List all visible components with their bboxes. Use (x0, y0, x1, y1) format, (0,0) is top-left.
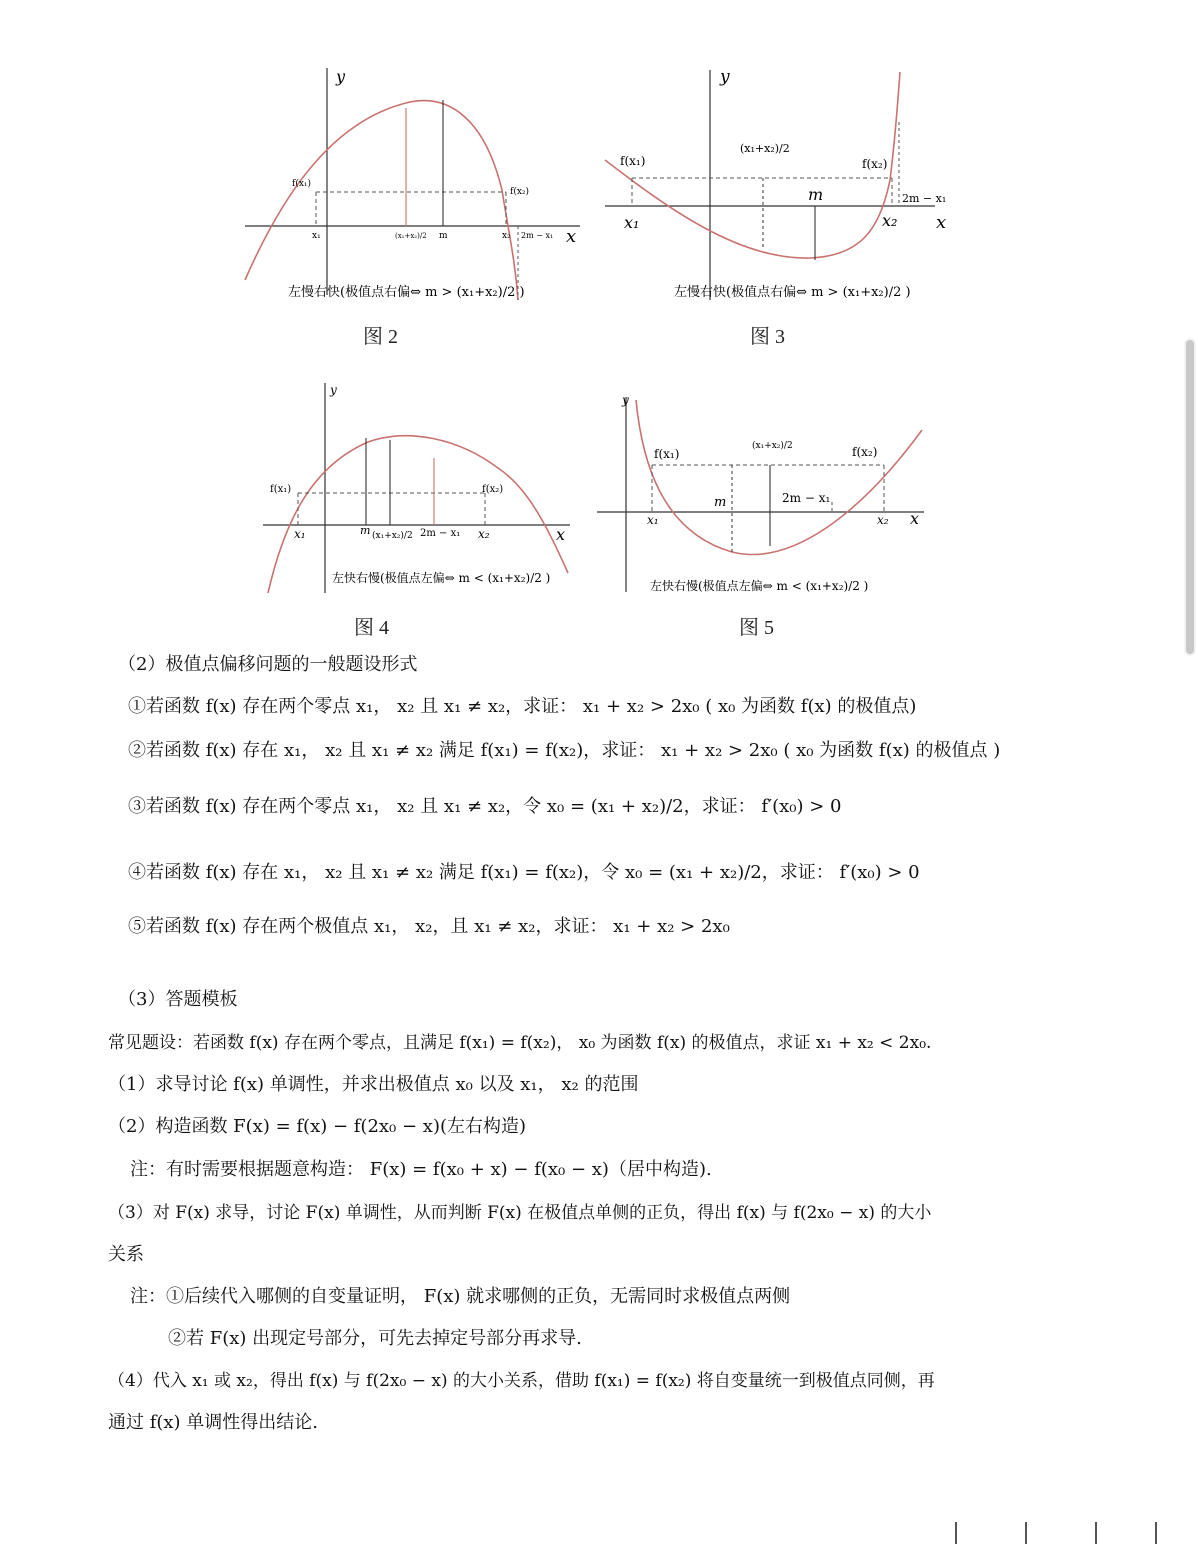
figure-5-graph (592, 392, 932, 602)
y-label: y (336, 67, 346, 86)
figure-5 (592, 392, 932, 602)
fx1-label: f(x₁) (620, 154, 646, 168)
section-3-heading: （3）答题模板 (118, 989, 238, 1010)
figure-3 (600, 60, 950, 310)
y-label: y (720, 67, 730, 87)
x1-label: x₁ (647, 513, 659, 527)
x2-label: x₂ (877, 513, 889, 527)
section-2-item-1: ①若函数 f(x) 存在两个零点 x₁， x₂ 且 x₁ ≠ x₂，求证： x₁ + x₂ > 2x₀ ( x₀ 为函数 f(x) 的极值点) (128, 696, 917, 717)
x-label: x (910, 509, 920, 528)
fx1-label: f(x₁) (270, 484, 292, 495)
scrollbar-thumb[interactable] (1186, 340, 1194, 654)
y-label: y (622, 393, 629, 407)
step-3-note-1: 注：①后续代入哪侧的自变量证明， F(x) 就求哪侧的正负，无需同时求极值点两侧 (130, 1286, 791, 1307)
m2-label: 2m − x₁ (902, 192, 947, 205)
toolbar-divider (1095, 1522, 1097, 1544)
curve (245, 101, 518, 300)
y-label: y (330, 383, 337, 397)
toolbar-divider (1155, 1522, 1157, 1544)
mid-label: (x₁+x₂)/2 (752, 441, 793, 451)
figure-note: 左慢右快(极值点右偏⇔ m > (x₁+x₂)/2 ) (288, 285, 525, 300)
m2-label: 2m − x₁ (420, 528, 461, 539)
x2-label: x₂ (882, 211, 898, 230)
fx2-label: f(x₂) (862, 157, 888, 171)
section-2-item-2: ②若函数 f(x) 存在 x₁， x₂ 且 x₁ ≠ x₂ 满足 f(x₁) = f(x₂)，求证： x₁ + x₂ > 2x₀ ( x₀ 为函数 f(x) 的极值点 ) (128, 740, 1001, 761)
step-4-cont: 通过 f(x) 单调性得出结论. (108, 1412, 319, 1433)
figure-2 (240, 60, 590, 310)
curve (636, 400, 922, 554)
figure-2-graph (240, 60, 590, 310)
m-label: m (360, 524, 371, 537)
toolbar-divider (955, 1522, 957, 1544)
x-label: x (566, 226, 577, 247)
fx2-label: f(x₂) (852, 445, 878, 459)
x1-label: x₁ (294, 527, 306, 541)
section-2-item-5: ⑤若函数 f(x) 存在两个极值点 x₁， x₂，且 x₁ ≠ x₂，求证： x₁ + x₂ > 2x₀ (128, 916, 730, 937)
section-2-item-4: ④若函数 f(x) 存在 x₁， x₂ 且 x₁ ≠ x₂ 满足 f(x₁) = f(x₂)，令 x₀ = (x₁ + x₂)/2，求证： f′(x₀) > 0 (128, 862, 920, 883)
step-2-note: 注：有时需要根据题意构造： F(x) = f(x₀ + x) − f(x₀ − x)（居中构造). (130, 1159, 712, 1180)
m-label: m (439, 231, 448, 241)
m-label: m (714, 495, 727, 510)
figure-3-graph (600, 60, 950, 310)
figure-3-caption: 图 3 (750, 326, 785, 348)
bottom-toolbar (875, 1518, 1175, 1548)
x1-label: x₁ (312, 231, 321, 241)
mid-label: (x₁+x₂)/2 (372, 531, 413, 541)
step-2: （2）构造函数 F(x) = f(x) − f(2x₀ − x)(左右构造) (108, 1116, 527, 1137)
common-setup-line: 常见题设：若函数 f(x) 存在两个零点，且满足 f(x₁) = f(x₂)， x₀ 为函数 f(x) 的极值点，求证 x₁ + x₂ < 2x₀. (108, 1033, 932, 1053)
mid-label: (x₁+x₂)/2 (395, 232, 427, 240)
step-4: （4）代入 x₁ 或 x₂，得出 f(x) 与 f(2x₀ − x) 的大小关系，借助 f(x₁) = f(x₂) 将自变量统一到极值点同侧，再 (108, 1371, 935, 1391)
fx1-label: f(x₁) (654, 447, 680, 461)
step-3-note-2: ②若 F(x) 出现定号部分，可先去掉定号部分再求导. (168, 1328, 582, 1349)
figure-note: 左快右慢(极值点左偏⇔ m < (x₁+x₂)/2 ) (650, 579, 869, 593)
fx1-label: f(x₁) (292, 179, 312, 189)
step-3-cont: 关系 (108, 1244, 144, 1265)
figure-4-graph (258, 378, 578, 598)
x2-label: x₂ (478, 527, 490, 541)
figure-4-caption: 图 4 (354, 617, 389, 639)
section-2-item-3: ③若函数 f(x) 存在两个零点 x₁， x₂ 且 x₁ ≠ x₂，令 x₀ = (x₁ + x₂)/2，求证： f′(x₀) > 0 (128, 796, 842, 817)
curve (268, 436, 568, 593)
fx2-label: f(x₂) (482, 484, 504, 495)
x-label: x (556, 525, 566, 544)
step-1: （1）求导讨论 f(x) 单调性，并求出极值点 x₀ 以及 x₁， x₂ 的范围 (108, 1074, 639, 1095)
curve (605, 72, 900, 258)
m2-label: 2m − x₁ (782, 491, 831, 505)
m-label: m (808, 185, 824, 204)
figure-note: 左快右慢(极值点左偏⇔ m < (x₁+x₂)/2 ) (332, 571, 551, 585)
x1-label: x₁ (624, 213, 640, 232)
section-2-heading: （2）极值点偏移问题的一般题设形式 (118, 654, 418, 675)
figure-5-caption: 图 5 (739, 617, 774, 639)
m2-label: 2m − x₁ (521, 231, 554, 240)
mid-label: (x₁+x₂)/2 (740, 142, 790, 155)
step-3: （3）对 F(x) 求导，讨论 F(x) 单调性，从而判断 F(x) 在极值点单侧的正负，得出 f(x) 与 f(2x₀ − x) 的大小 (108, 1203, 932, 1223)
figure-note: 左慢右快(极值点右偏⇔ m > (x₁+x₂)/2 ) (674, 285, 911, 300)
figure-4 (258, 378, 578, 598)
figure-2-caption: 图 2 (363, 326, 398, 348)
x2-label: x₂ (502, 231, 511, 241)
toolbar-divider (1025, 1522, 1027, 1544)
x-label: x (936, 212, 947, 233)
fx2-label: f(x₂) (510, 187, 530, 197)
